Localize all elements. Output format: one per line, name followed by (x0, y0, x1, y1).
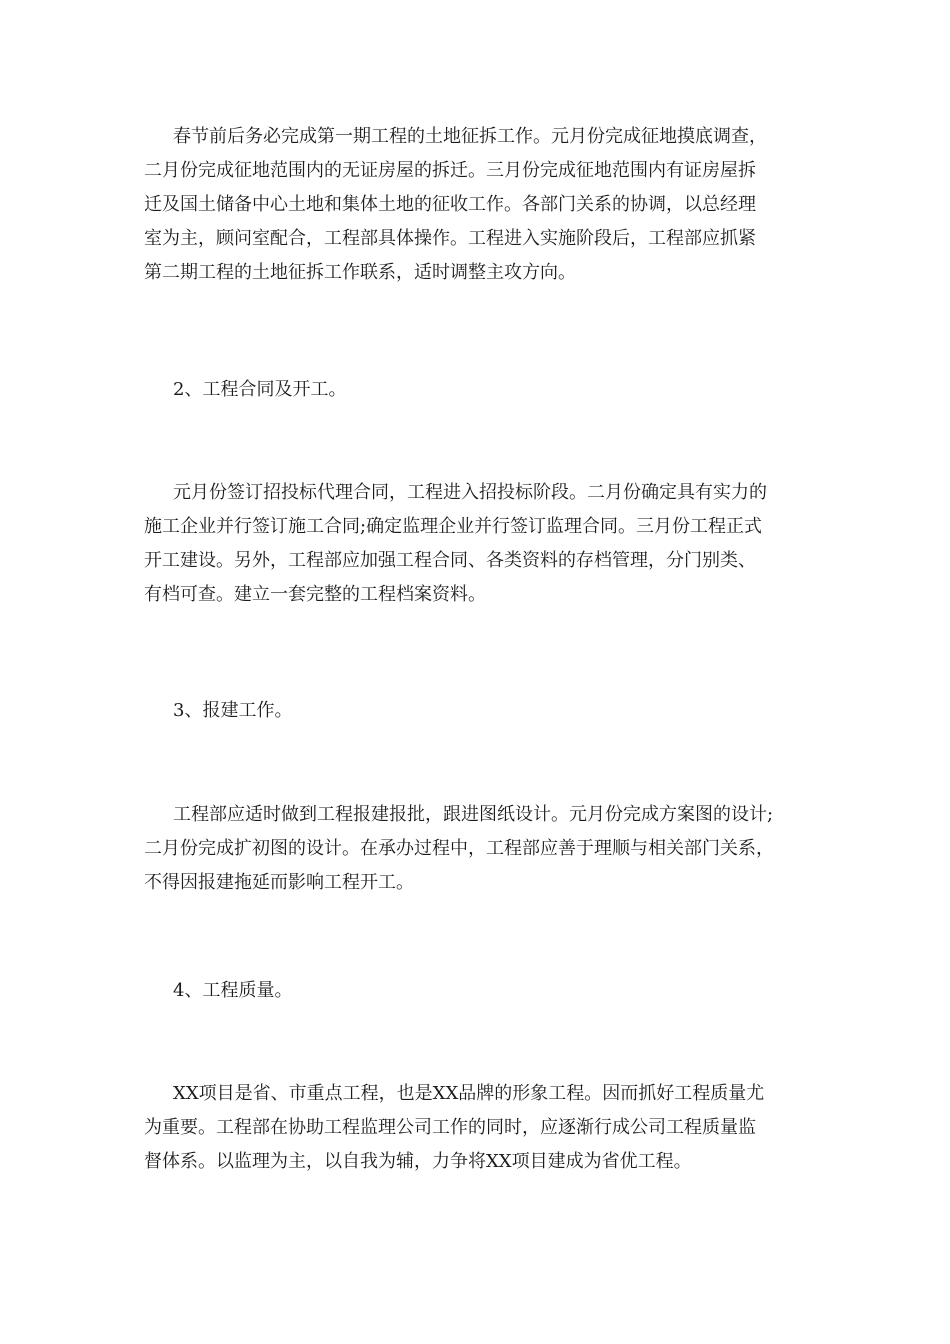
section-heading: 3、报建工作。 (173, 700, 293, 721)
paragraph-line: 工程部应适时做到工程报建报批，跟进图纸设计。元月份完成方案图的设计; (173, 804, 774, 825)
section-heading: 4、工程质量。 (173, 980, 293, 1001)
paragraph-line: 施工企业并行签订施工合同;确定监理企业并行签订监理合同。三月份工程正式 (144, 516, 763, 537)
paragraph-line: 第二期工程的土地征拆工作联系，适时调整主攻方向。 (144, 262, 576, 283)
paragraph-line: 室为主，顾问室配合，工程部具体操作。工程进入实施阶段后，工程部应抓紧 (144, 228, 756, 249)
heading-contract-and-start (144, 373, 814, 407)
paragraph-line: 不得因报建拖延而影响工程开工。 (144, 872, 414, 893)
paragraph-line: 督体系。以监理为主，以自我为辅，力争将XX项目建成为省优工程。 (144, 1151, 692, 1172)
paragraph-line: 为重要。工程部在协助工程监理公司工作的同时，应逐渐行成公司工程质量监 (144, 1117, 756, 1138)
section-heading: 2、工程合同及开工。 (173, 379, 347, 400)
heading-permits (144, 694, 814, 728)
paragraph-line: 二月份完成扩初图的设计。在承办过程中，工程部应善于理顺与相关部门关系， (144, 838, 774, 859)
paragraph-contract (144, 476, 814, 612)
paragraph-line: 迁及国土储备中心土地和集体土地的征收工作。各部门关系的协调，以总经理 (144, 194, 756, 215)
paragraph-line: 开工建设。另外，工程部应加强工程合同、各类资料的存档管理，分门别类、 (144, 550, 756, 571)
paragraph-quality (144, 1077, 814, 1179)
paragraph-line: 春节前后务必完成第一期工程的土地征拆工作。元月份完成征地摸底调查， (173, 126, 767, 147)
paragraph-land-acquisition (144, 120, 814, 290)
paragraph-line: 元月份签订招投标代理合同，工程进入招投标阶段。二月份确定具有实力的 (173, 482, 767, 503)
paragraph-line: XX项目是省、市重点工程，也是XX品牌的形象工程。因而抓好工程质量尤 (173, 1083, 765, 1104)
heading-quality (144, 974, 814, 1008)
paragraph-line: 二月份完成征地范围内的无证房屋的拆迁。三月份完成征地范围内有证房屋拆 (144, 160, 756, 181)
paragraph-line: 有档可查。建立一套完整的工程档案资料。 (144, 584, 486, 605)
paragraph-permits (144, 798, 814, 900)
